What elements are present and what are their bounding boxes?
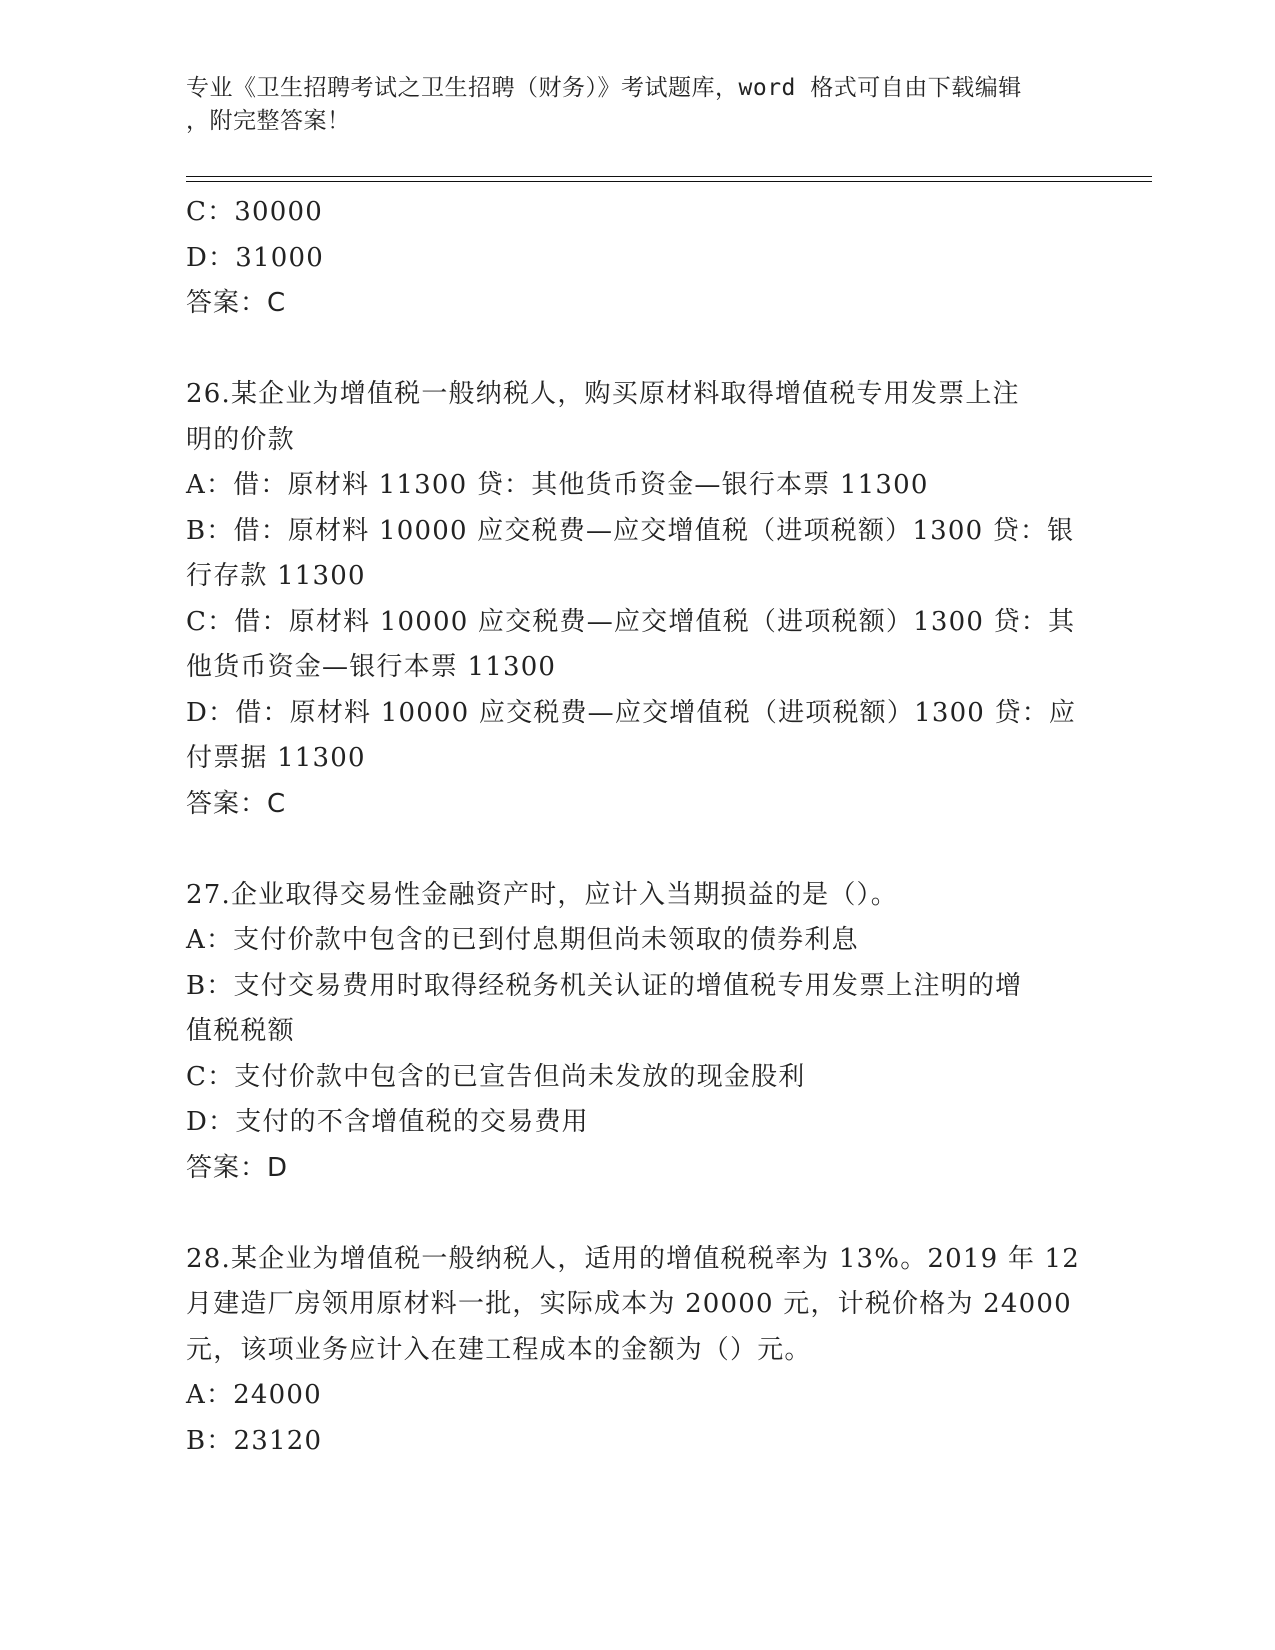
answer-line: 答案：D bbox=[186, 1152, 289, 1183]
option-d: D：支付的不含增值税的交易费用 bbox=[186, 1107, 589, 1137]
document-header bbox=[186, 72, 1066, 138]
question-stem-continued: 元，该项业务应计入在建工程成本的金额为（）元。 bbox=[186, 1334, 812, 1365]
option-c: C：借：原材料 10000 应交税费—应交增值税（进项税额）1300 贷：其 bbox=[186, 606, 1076, 637]
question-stem: 26.某企业为增值税一般纳税人，购买原材料取得增值税专用发票上注 bbox=[186, 379, 1020, 409]
question-stem: 27.企业取得交易性金融资产时，应计入当期损益的是（）。 bbox=[186, 879, 898, 910]
answer-line: 答案：C bbox=[186, 788, 287, 819]
option-a: A：24000 bbox=[186, 1380, 322, 1410]
option-b: B：23120 bbox=[186, 1425, 323, 1456]
option-a: A：支付价款中包含的已到付息期但尚未领取的债券利息 bbox=[186, 925, 859, 955]
question-28 bbox=[186, 1237, 1080, 1465]
option-b-continued: 值税税额 bbox=[186, 1016, 295, 1046]
option-b: B：借：原材料 10000 应交税费—应交增值税（进项税额）1300 贷：银 bbox=[186, 515, 1075, 546]
header-divider-top bbox=[186, 176, 1152, 177]
document-body bbox=[186, 190, 1080, 1464]
header-title-line-2: ，附完整答案！ bbox=[186, 108, 351, 134]
question-27 bbox=[186, 873, 1076, 1192]
option-b-continued: 行存款 11300 bbox=[186, 561, 366, 591]
option-c: C：30000 bbox=[186, 197, 324, 227]
question-25-tail bbox=[186, 190, 1076, 327]
header-divider-bottom bbox=[186, 181, 1152, 182]
option-c-continued: 他货币资金—银行本票 11300 bbox=[186, 652, 557, 682]
option-b: B：支付交易费用时取得经税务机关认证的增值税专用发票上注明的增 bbox=[186, 970, 1023, 1001]
option-d-continued: 付票据 11300 bbox=[186, 743, 366, 773]
question-stem: 28.某企业为增值税一般纳税人，适用的增值税税率为 13%。2019 年 12 bbox=[186, 1243, 1080, 1274]
option-a: A：借：原材料 11300 贷：其他货币资金—银行本票 11300 bbox=[186, 470, 929, 500]
question-26 bbox=[186, 372, 1076, 827]
answer-line: 答案：C bbox=[186, 288, 287, 318]
option-d: D：31000 bbox=[186, 242, 324, 273]
question-stem-continued: 明的价款 bbox=[186, 424, 295, 455]
option-d: D：借：原材料 10000 应交税费—应交增值税（进项税额）1300 贷：应 bbox=[186, 697, 1077, 728]
question-stem-continued: 月建造厂房领用原材料一批，实际成本为 20000 元，计税价格为 24000 bbox=[186, 1289, 1072, 1319]
option-c: C：支付价款中包含的已宣告但尚未发放的现金股利 bbox=[186, 1061, 806, 1092]
header-title-line-1: 专业《卫生招聘考试之卫生招聘（财务）》考试题库，word 格式可自由下载编辑 bbox=[186, 75, 1022, 101]
